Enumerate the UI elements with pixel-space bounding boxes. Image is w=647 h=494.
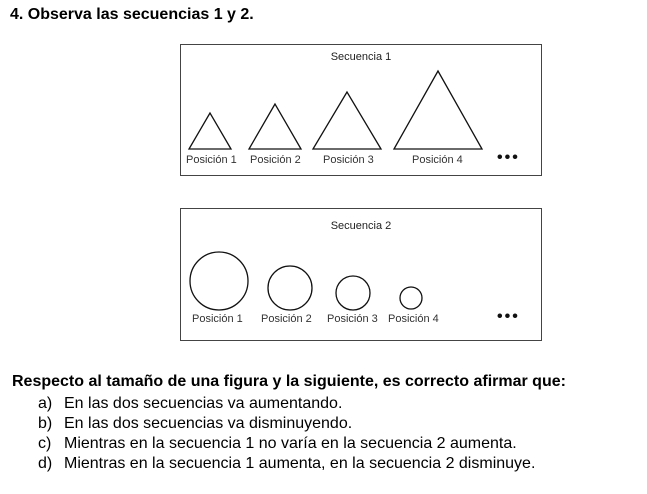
option-d[interactable] [38,454,535,474]
sequence-1-position-label: Posición 2 [250,154,301,166]
option-text: En las dos secuencias va aumentando. [64,395,343,412]
sequence-2-title: Secuencia 2 [330,220,392,232]
sequence-2-position-label: Posición 2 [261,313,312,325]
triangle-position-4 [394,71,482,149]
option-letter: b) [38,415,53,432]
option-text: Mientras en la secuencia 1 aumenta, en la secuencia 2 disminuye. [64,455,536,472]
sequence-1-position-label: Posición 3 [323,154,374,166]
circle-position-1 [190,252,248,310]
sequence-2-panel [180,208,542,341]
sequence-1-continuation-dots: ••• [497,149,520,166]
option-text: En las dos secuencias va disminuyendo. [64,415,353,432]
sequence-2-position-label: Posición 1 [192,313,243,325]
option-letter: c) [38,435,52,452]
sequence-1-position-label: Posición 4 [412,154,463,166]
option-c[interactable] [38,434,535,454]
sequence-2-continuation-dots: ••• [497,308,520,325]
option-letter: a) [38,395,53,412]
circle-position-3 [336,276,370,310]
sequence-1-title: Secuencia 1 [330,51,392,63]
option-a[interactable] [38,394,535,414]
circle-position-2 [268,266,312,310]
answer-options [38,394,535,474]
option-text: Mientras en la secuencia 1 no varía en la secuencia 2 aumenta. [64,435,517,452]
sequence-1-position-label: Posición 1 [186,154,237,166]
circle-position-4 [400,287,422,309]
triangle-position-1 [189,113,231,149]
sequence-1-panel [180,44,542,176]
triangle-position-2 [249,104,301,149]
triangle-position-3 [313,92,381,149]
option-letter: d) [38,455,53,472]
sequence-2-position-label: Posición 4 [388,313,439,325]
question-prompt: Respecto al tamaño de una figura y la siguiente, es correcto afirmar que: [12,373,566,390]
question-title: 4. Observa las secuencias 1 y 2. [10,6,254,23]
option-b[interactable] [38,414,535,434]
sequence-2-position-label: Posición 3 [327,313,378,325]
